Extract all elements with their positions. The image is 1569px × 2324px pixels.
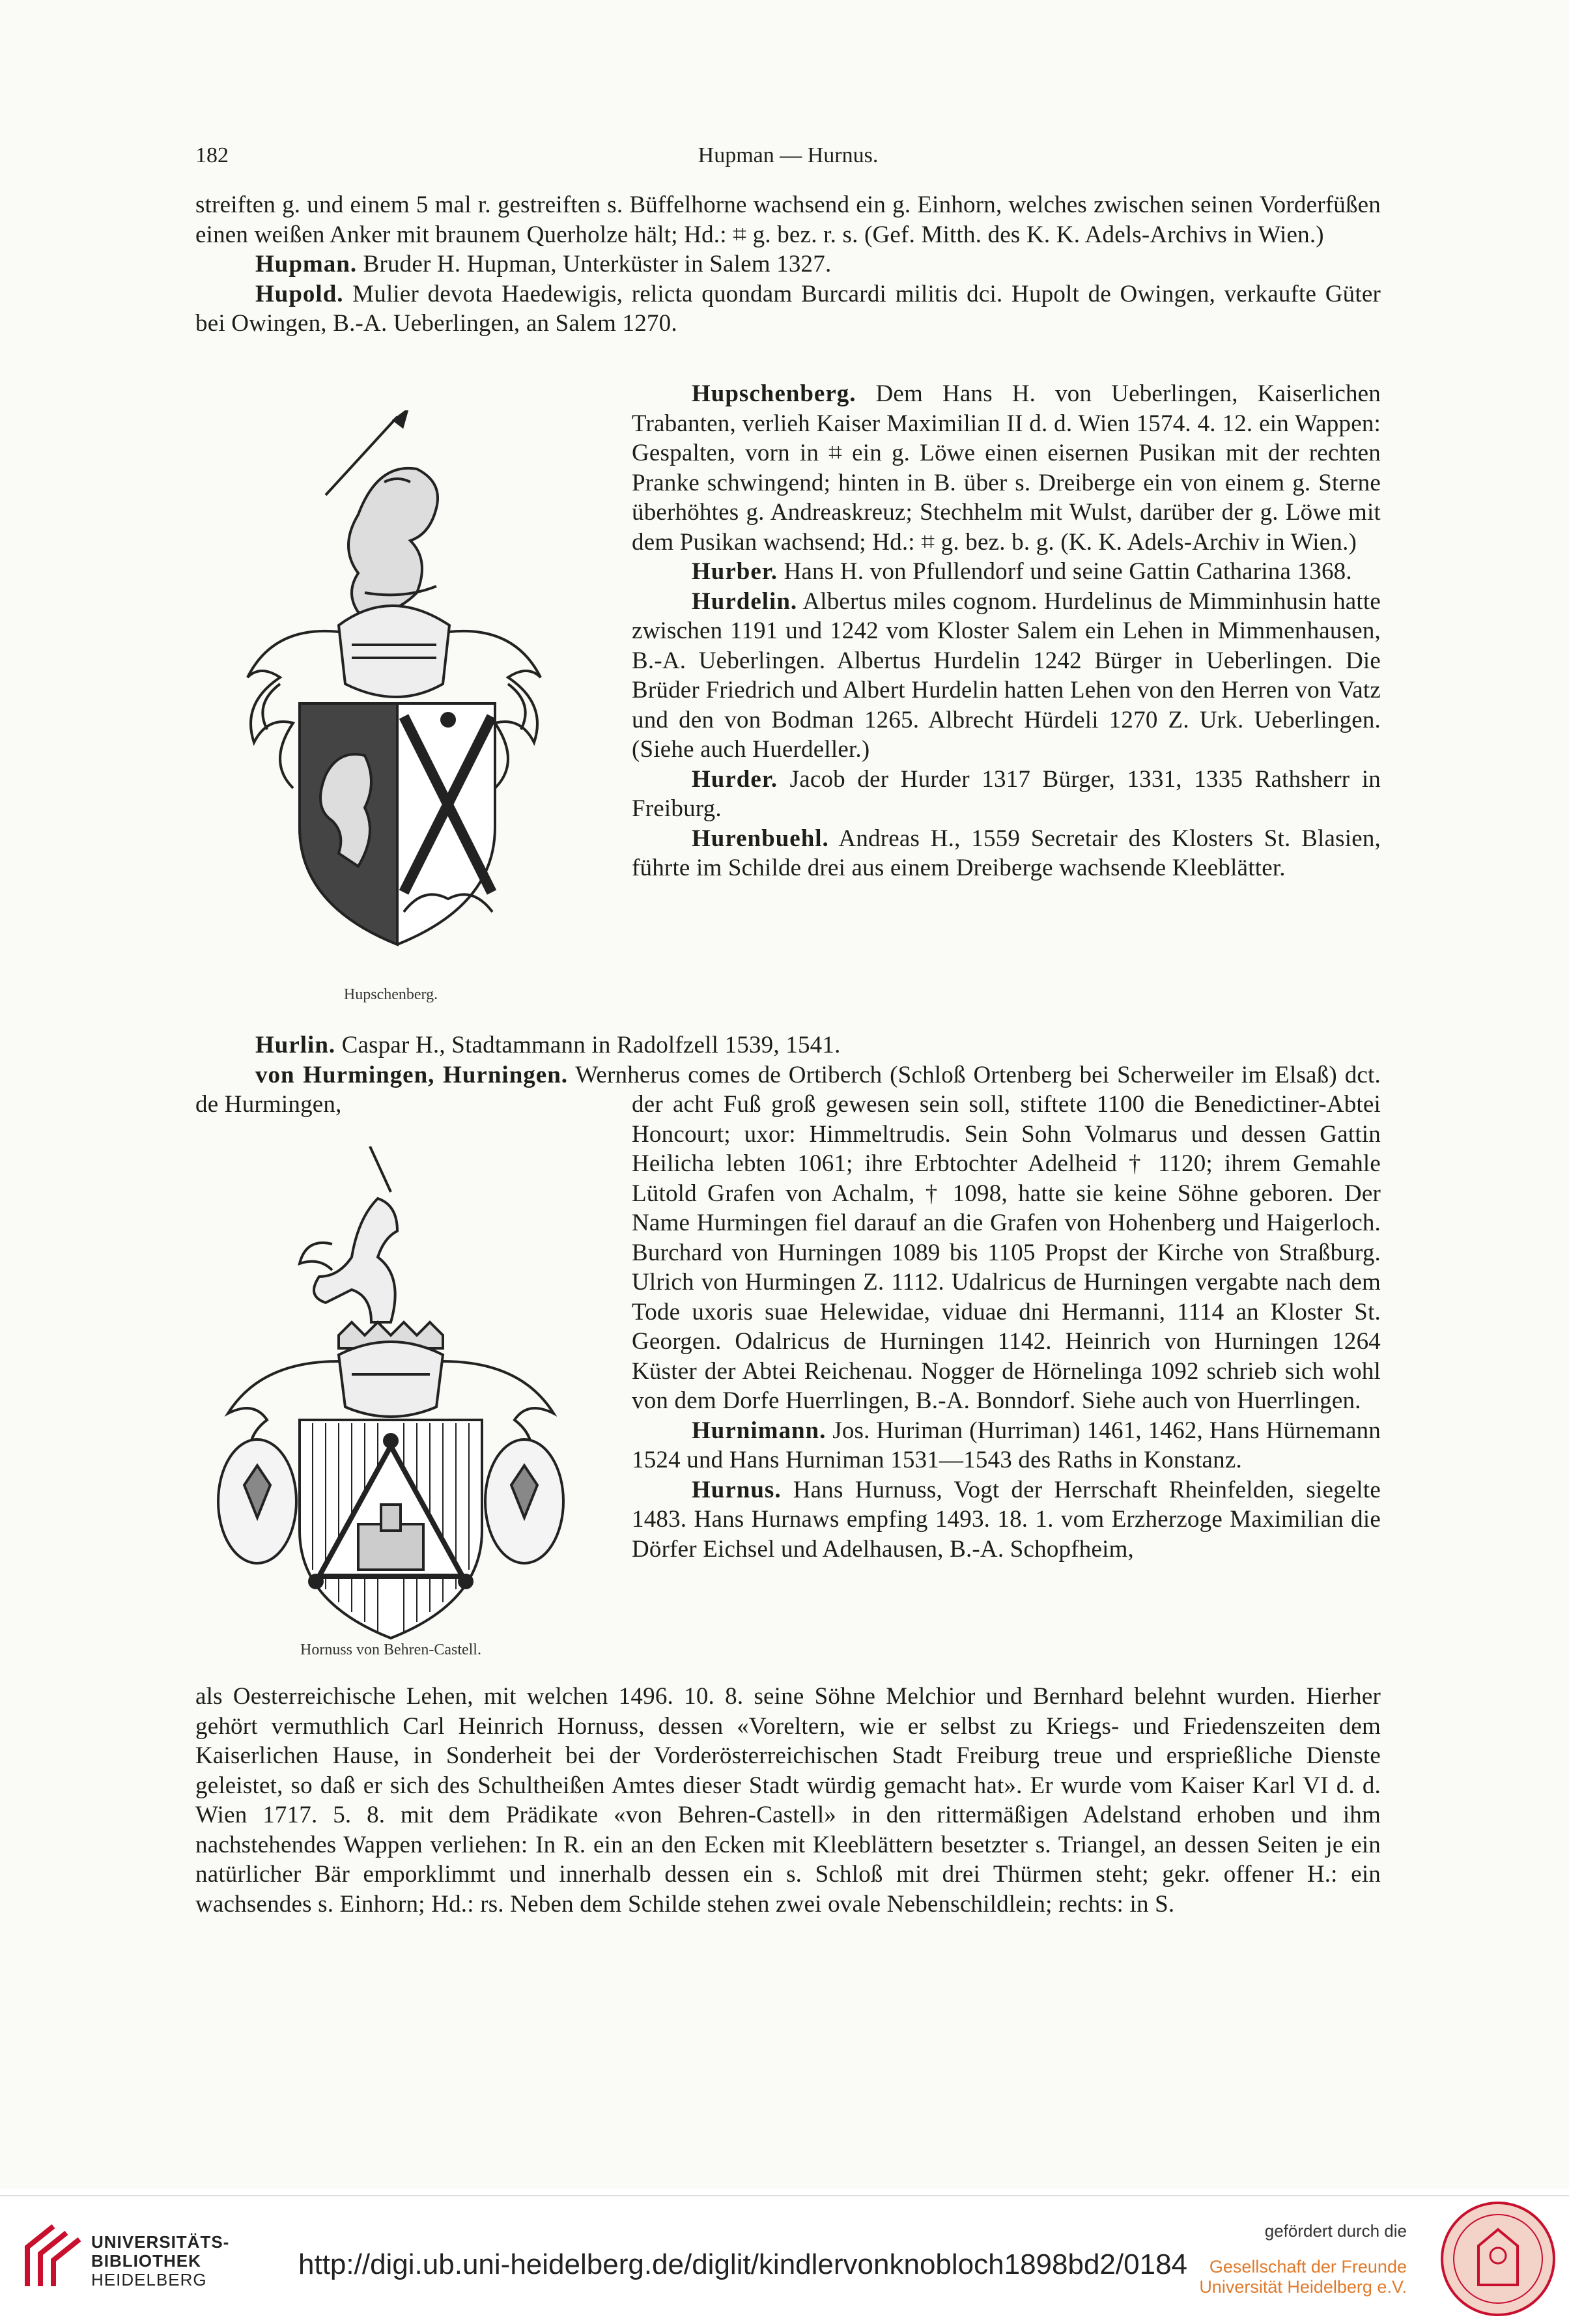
headword: Hurenbuehl.	[692, 825, 829, 852]
entry-hurnimann	[632, 1416, 1381, 1475]
running-title: Hupman — Hurnus.	[698, 143, 879, 167]
headword: Hupman.	[255, 251, 358, 277]
headword: Hupold.	[255, 280, 344, 307]
entry-text: Hans H. von Pfullendorf und seine Gattin Catharina 1368.	[778, 558, 1352, 585]
entry-text: Caspar H., Stadtammann in Radolfzell 1539, 1541.	[335, 1032, 841, 1058]
library-line-3: HEIDELBERG	[91, 2270, 207, 2289]
sponsor-block	[1146, 2221, 1407, 2297]
paragraph-continuation: streiften g. und einem 5 mal r. gestreiften s. Büffelhorne wachsend ein g. Einhorn, welches zwischen seinen Vorderfüßen einen weißen Anker mit braunem Querholze hält; Hd.: ⌗ g. bez. r. s. (Gef. Mitth. des K. K. Adels-Archivs in Wien.)	[195, 191, 1381, 248]
entry-hurmingen-cont: der acht Fuß groß gewesen sein soll, stiftete 1100 die Benedictiner-Abtei Honcourt; uxor: Himmeltrudis. Sein Sohn Volmarus und dessen Gattin Heilicha lebten 1061; ihre Erbtochter Adelheid † 1120; ihrem Gemahle Lütold Grafen von Achalm, † 1098, hatte sie keine Söhne geboren. Der Name Hurmingen fiel darauf an die Grafen von Hohenberg und Haigerloch. Burchard von Hurningen 1089 bis 1105 Propst der Kirche von Straßburg. Ulrich von Hurmingen Z. 1112. Udalricus de Hurningen vergabte nach dem Tode uxoris suae Helewidae, viduae dni Hermanni, 1114 an Kloster St. Georgen. Odalricus de Hurningen 1142. Heinrich von Hurningen 1264 Küster der Abtei Reichenau. Nogger de Hörnelinga 1092 schrieb sich wohl von dem Dorfe Huerrlingen, B.-A. Bonndorf. Siehe auch von Huerrlingen.	[632, 1091, 1381, 1414]
entry-hurber	[632, 557, 1381, 587]
entry-hupman	[195, 249, 1381, 279]
entry-hupschenberg	[632, 379, 1381, 557]
entry-hurnus-start	[632, 1475, 1381, 1565]
entry-hurnus-cont: als Oesterreichische Lehen, mit welchen 1496. 10. 8. seine Söhne Melchior und Bernhard belehnt wurden. Hierher gehört vermuthlich Carl Heinrich Hornuss, dessen «Voreltern, wie er selbst zu Kriegs- und Friedenszeiten dem Kaiserlichen Hause, in Sonderheit bei der Vorderösterreichischen Stadt Freiburg treue und ersprießliche Dienste geleistet, so daß er sich des Schultheißen Amtes dieser Stadt würdig gemacht hat». Er wurde vom Kaiser Karl VI d. d. Wien 1717. 5. 8. mit dem Prädikate «von Behren-Castell» in den rittermäßigen Adelstand erhoben und ihm nachstehendes Wappen verliehen: In R. ein an den Ecken mit Kleeblättern besetzter s. Triangel, an dessen Seiten je ein natürlicher Bär emporklimmt und innerhalb dessen ein s. Schloß mit drei Thürmen steht; gekr. offener H.: ein wachsendes s. Einhorn; Hd.: rs. Neben dem Schilde stehen zwei ovale Nebenschildlein; rechts: in S.	[195, 1683, 1381, 1918]
headword: Hurnimann.	[692, 1417, 827, 1444]
footer-divider	[0, 2195, 1569, 2196]
sponsor-intro: gefördert durch die	[1264, 2221, 1407, 2241]
caption-arms-2: Hornuss von Behren-Castell.	[300, 1641, 481, 1658]
headword: Hurber.	[692, 558, 778, 585]
headword: Hurlin.	[255, 1032, 336, 1058]
headword: Hurdelin.	[692, 588, 798, 615]
library-logo-icon	[14, 2221, 86, 2293]
page-number: 182	[195, 143, 229, 167]
text-block-right-1	[632, 379, 1381, 883]
entry-text: Jacob der Hurder 1317 Bürger, 1331, 1335 Rathsherr in Freiburg.	[632, 765, 1381, 822]
entry-hupold	[195, 279, 1381, 339]
headword: Hurnus.	[692, 1476, 782, 1503]
entry-hurder	[632, 765, 1381, 824]
arms-hupschenberg-illustration	[195, 410, 586, 984]
text-block-top	[195, 190, 1381, 339]
digitization-footer	[0, 2189, 1569, 2324]
library-name	[91, 2233, 229, 2289]
headword: Hupschenberg.	[692, 380, 856, 407]
text-block-right-2	[632, 1090, 1381, 1564]
entry-text: Bruder H. Hupman, Unterküster in Salem 1327.	[357, 251, 832, 277]
headword: von Hurmingen, Hurningen.	[255, 1061, 569, 1088]
arms-behren-castell-illustration	[195, 1146, 586, 1641]
library-line-2: BIBLIOTHEK	[91, 2251, 201, 2271]
entry-hurenbuehl	[632, 824, 1381, 883]
coat-of-arms-hupschenberg	[195, 410, 586, 1003]
entry-hurdelin	[632, 587, 1381, 765]
text-block-bottom	[195, 1682, 1381, 1919]
entry-text: Wernherus comes de Ortiberch (Schloß Ortenberg bei Scherweiler im Elsaß) dct. de Hurmingen,	[195, 1061, 1381, 1118]
permalink-url[interactable]: http://digi.ub.uni-heidelberg.de/diglit/kindlervonknobloch1898bd2/0184	[298, 2248, 1188, 2280]
sponsor-name-2: Universität Heidelberg e.V.	[1199, 2277, 1407, 2297]
entry-text: Dem Hans H. von Ueberlingen, Kaiserlichen Trabanten, verlieh Kaiser Maximilian II d. d. Wien 1574. 4. 12. ein Wappen: Gespalten, vorn in ⌗ ein g. Löwe einen eisernen Pusikan mit der rechten Pranke schwingend; hinten in B. über s. Dreiberge ein von einem g. Sterne überhöhtes g. Andreaskreuz; Stechhelm mit Wulst, darüber der g. Löwe mit dem Pusikan wachsend; Hd.: ⌗ g. bez. b. g. (K. K. Adels-Archiv in Wien.)	[632, 380, 1381, 556]
entry-text: Andreas H., 1559 Secretair des Klosters St. Blasien, führte im Schilde drei aus einem Dreiberge wachsende Kleeblätter.	[632, 825, 1381, 881]
entry-text: Hans Hurnuss, Vogt der Herrschaft Rheinfelden, siegelte 1483. Hans Hurnaws empfing 1493. 18. 1. vom Erzherzoge Maximilian die Dörfer Eichsel und Adelhausen, B.-A. Schopfheim,	[632, 1476, 1381, 1563]
library-line-1: UNIVERSITÄTS-	[91, 2232, 230, 2252]
coat-of-arms-behren-castell	[195, 1146, 586, 1658]
entry-text: Albertus miles cognom. Hurdelinus de Mimminhusin hatte zwischen 1191 und 1242 vom Kloster Salem ein Lehen in Mimmenhausen, B.-A. Ueberlingen. Albertus Hurdelin 1242 Bürger in Ueberlingen. Die Brüder Friedrich und Albert Hurdelin hatten Lehen von den Herren von Vatz und den von Bodman 1265. Albrecht Hürdeli 1270 Z. Urk. Ueberlingen. (Siehe auch Huerdeller.)	[632, 588, 1381, 763]
university-seal-icon	[1439, 2200, 1557, 2317]
entry-hurlin	[195, 1030, 1381, 1060]
headword: Hurder.	[692, 765, 778, 793]
caption-arms-1: Hupschenberg.	[343, 986, 438, 1003]
entry-text: Jos. Huriman (Hurriman) 1461, 1462, Hans Hürnemann 1524 und Hans Hurniman 1531—1543 des Raths in Konstanz.	[632, 1417, 1381, 1473]
sponsor-name-1: Gesellschaft der Freunde	[1209, 2257, 1407, 2276]
entry-text: Mulier devota Haedewigis, relicta quondam Burcardi militis dci. Hupolt de Owingen, verkaufte Güter bei Owingen, B.-A. Ueberlingen, an Salem 1270.	[195, 280, 1381, 337]
